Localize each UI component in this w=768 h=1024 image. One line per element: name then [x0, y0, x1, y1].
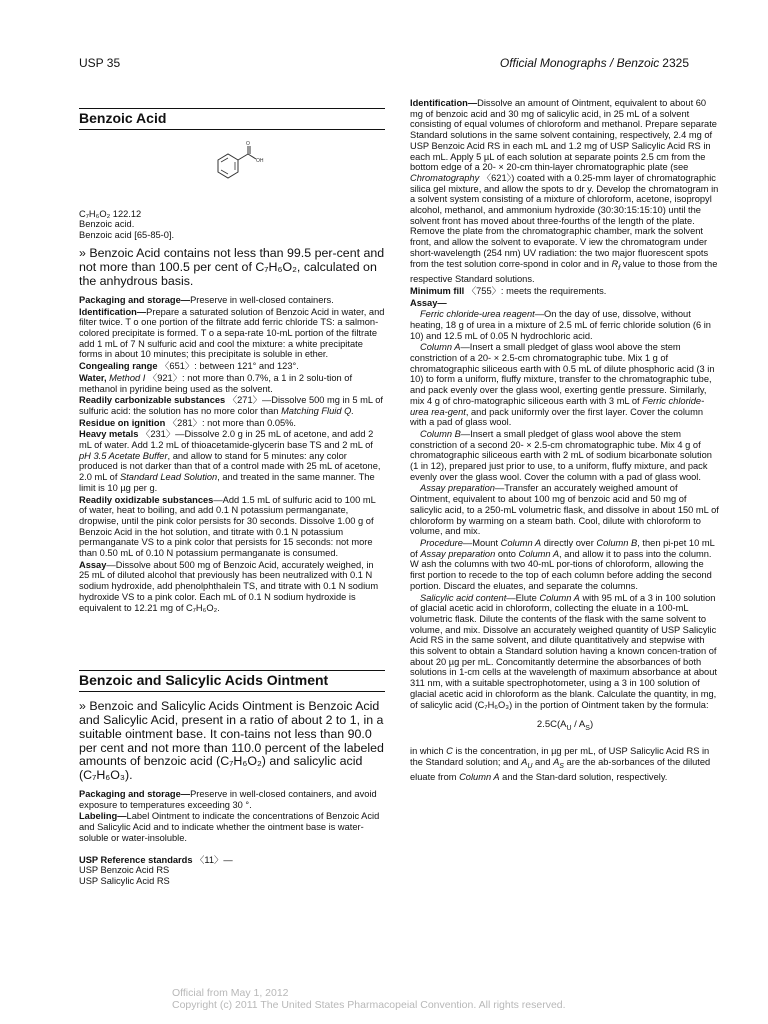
salicylic-acid-content: Salicylic acid content—Elute Column A with 95 mL of a 3 in 100 solution of glacial acetic acid in chloroform, collecting the eluate in a 100-mL volumetric flask. Dilute the contents of the flask with the same solvent to volume, and mix. Dissolve an accurately weighed quantity of USP Salicylic Acid RS in the same solvent, and dilute quantitatively and stepwise with this solvent to obtain a Standard solution having a known concen-tration of about 20 µg per mL. Concomitantly determine the absorbances of both solutions in 1-cm cells at the wavelength of maximum absorbance at about 311 nm, with a suitable spectrophotometer, using a 3 in 100 solution of glacial acetic acid in chloroform as the blank. Calculate the quantity, in mg, of salicylic acid (C₇H₆O₃) in the portion of Ointment taken by the formula: [410, 592, 717, 710]
formula-explanation: in which C is the concentration, in µg per mL, of USP Salicylic Acid RS in the Standard solution; and $A_U$ and $A_S$ are the ab-sorbances of the diluted eluate from Column A and the Stan-dard solution, respectively. [410, 745, 711, 783]
reference-standards: USP Reference standards 〈11〉— USP Benzoic Acid RS USP Salicylic Acid RS [79, 855, 385, 887]
chemical-name: Benzoic acid. [79, 219, 135, 230]
copyright-footer [172, 988, 692, 1011]
residue-on-ignition: Residue on ignition 〈281〉: not more than 0.05%. [79, 417, 297, 428]
packaging-benzoic: Packaging and storage—Preserve in well-closed containers. [79, 294, 334, 305]
assay-preparation: Assay preparation—Transfer an accurately weighed amount of Ointment, equivalent to about 100 mg of benzoic acid and 50 mg of salicylic acid, to a 250-mL volumetric flask, and dissolve in about 150 mL of chloroform by warming on a steam bath. Cool, dilute with chloroform to volume, and mix. [410, 483, 719, 537]
assay-heading: Assay— [410, 297, 447, 308]
oxidizable-substances: Readily oxidizable substances—Add 1.5 mL of sulfuric acid to 100 mL of water, heat to boiling, and add 0.1 N potassium permanganate, dropwise, until the pink color persists for 30 seconds. Dissolve 1.00 g of Benzoic Acid in the hot solution, and titrate with 0.1 N potassium permanganate VS to a pink color that persists for 15 seconds: not more than 0.50 mL of 0.10 N potassium permanganate is consumed. [79, 494, 376, 559]
left-column [79, 108, 385, 887]
column-b: Column B—Insert a small pledget of glass wool above the stem constriction of a second 20- × 2.5-cm chromatographic tube. Mix 4 g of chromatographic siliceous earth with 2 mL of sodium bicarbonate solution (1 in 12), prepared just prior to use, to a uniform, fluffy mixture, and pack evenly over the glass wool. Cover the column with a pad of glass wool. [410, 428, 712, 482]
procedure: Procedure—Mount Column A directly over Column B, then pi-pet 10 mL of Assay preparation onto Column A, and allow it to pass into the column. W ash the columns with two 40-mL por-tions of chloroform, allowing the first portion to recede to the top of each column before adding the second portion. Discard the eluates, and separate the columns. [410, 537, 715, 591]
formula-block [79, 209, 385, 241]
molecular-formula: C₇H₆O₂ 122.12 [79, 208, 142, 219]
structure-o-label: O [246, 141, 250, 147]
structure-oh-label: OH [256, 158, 264, 164]
page-number: 2325 [662, 56, 689, 70]
copyright-notice: Copyright (c) 2011 The United States Pharmacopeial Convention. All rights reserved. [172, 998, 566, 1011]
cas-number: Benzoic acid [65-85-0]. [79, 229, 175, 240]
identification-benzoic: Identification—Prepare a saturated solution of Benzoic Acid in water, and filter twice. T o one portion of the filtrate add ferric chloride TS: a salmon-colored precipitate is formed. T o a sepa-rate 10-mL portion of the filtrate add 1 mL of 7 N sulfuric acid and cool the mixture: a white precipitate forms in about 10 minutes; this precipitate is soluble in ether. [79, 306, 385, 360]
running-head-right: Official Monographs / Benzoic 2325 [499, 56, 689, 70]
identification-ointment: Identification—Dissolve an amount of Ointment, equivalent to about 60 mg of benzoic acid and 30 mg of salicylic acid, in 25 mL of a solvent consisting of equal volumes of chloroform and methanol. Prepare separate Standard solutions in the same solvent containing, respectively, 2.4 mg of USP Benzoic Acid RS in each mL and 1.2 mg of USP Salicylic Acid RS in each mL. Apply 5 µL of each solution at separate points 2.5 cm from the bottom edge of a 20- × 20-cm thin-layer chromatographic plate (see Chromatography 〈621〉) coated with a 0.25-mm layer of chromatographic silica gel mixture, and allow the spots to dr y. Develop the chromatogram in a solvent system consisting of a mixture of chloroform, acetone, isopropyl alcohol, methanol, and ammonium hydroxide (30:30:15:15:10) until the solvent front has moved about three-fourths of the length of the plate. Remove the plate from the chromatographic chamber, mark the solvent front, and allow the solvent to evaporate. V iew the chromatogram under short-wavelength (254 nm) UV radiation: the two major fluorescent spots from the test solution corre-spond in color and in $R_f$ value to those from the respective Standard solutions. [410, 98, 719, 285]
carbonizable-substances: Readily carbonizable substances 〈271〉—Dissolve 500 mg in 5 mL of sulfuric acid: the solution has no more color than Matching Fluid Q. [79, 395, 384, 416]
minimum-fill: Minimum fill 〈755〉: meets the requirements. [410, 285, 607, 296]
reference-item: USP Benzoic Acid RS [79, 865, 170, 876]
water-test: Water, Method I 〈921〉: not more than 0.7%, a 1 in 2 solu-tion of methanol in pyridine being used as the solvent. [79, 372, 353, 394]
definition-benzoic: » Benzoic Acid contains not less than 99.5 per-cent and not more than 100.5 per cent of C₇H₆O₂, calculated on the anhydrous basis. [79, 246, 385, 289]
definition-ointment: » Benzoic and Salicylic Acids Ointment is Benzoic Acid and Salicylic Acid, present in a ratio of about 2 to 1, in a suitable ointment base. It con-tains not less than 90.0 per cent and not more than 110.0 percent of the labeled amounts of benzoic acid (C₇H₆O₂) and salicylic acid (C₇H₆O₃). [79, 699, 384, 783]
ferric-chloride-reagent: Ferric chloride-urea reagent—On the day of use, dissolve, without heating, 18 g of urea in a mixture of 2.5 mL of ferric chloride solution (6 in 10) and 12.5 mL of 0.05 N hydrochloric acid. [410, 309, 711, 341]
congealing-range: Congealing range 〈651〉: between 121° and 123°. [79, 361, 299, 372]
reference-item: USP Salicylic Acid RS [79, 875, 170, 886]
monograph-title-benzoic-acid: Benzoic Acid [79, 108, 385, 130]
heavy-metals: Heavy metals 〈231〉—Dissolve 2.0 g in 25 mL of acetone, and add 2 mL of water. Add 1.2 mL of thioacetamide-glycerin base TS and 2 mL of pH 3.5 Acetate Buffer, and allow to stand for 5 minutes: any color produced is not darker than that of a control made with 25 mL of acetone, 2.0 mL of Standard Lead Solution, and treated in the same manner. The limit is 10 µg per g. [79, 429, 381, 493]
packaging-ointment: Packaging and storage—Preserve in well-closed containers, and avoid exposure to temperatures exceeding 30 °. [79, 789, 377, 810]
running-head-left: USP 35 [79, 56, 121, 70]
labeling-ointment: Labeling—Label Ointment to indicate the concentrations of Benzoic Acid and Salicylic Acid and to indicate whether the ointment base is water-soluble or water-insoluble. [79, 811, 380, 843]
column-a: Column A—Insert a small pledget of glass wool above the stem constriction of a 20- × 2.5-cm chromatographic tube. Mix 1 g of chromatographic siliceous earth with 0.5 mL of dilute phosphoric acid (3 in 10) to form a uniform, fluffy mixture, transfer to the chromatographic tube, and pack evenly over the glass wool, exerting gentle pressure. Similarly, mix 4 g of chro-matographic siliceous earth with 3 mL of Ferric chloride-urea rea-gent, and pack uniformly over the first layer. Cover the column with a pad of glass wool. [410, 342, 715, 428]
calculation-formula: $2.5C(A_U / A_S)$ [536, 719, 594, 733]
benzoic-acid-structure [206, 140, 266, 185]
right-column [410, 98, 720, 784]
assay-benzoic: Assay—Dissolve about 500 mg of Benzoic Acid, accurately weighed, in 25 mL of diluted alcohol that previously has been neutralized with 0.1 N sodium hydroxide, add phenolphthalein TS, and titrate with 0.1 N sodium hydroxide VS to a pink color. Each mL of 0.1 N sodium hydroxide is equivalent to 12.21 mg of C₇H₆O₂. [79, 559, 379, 613]
official-date: Official from May 1, 2012 [172, 987, 289, 999]
page-header [79, 56, 689, 74]
monograph-title-ointment: Benzoic and Salicylic Acids Ointment [79, 670, 385, 692]
